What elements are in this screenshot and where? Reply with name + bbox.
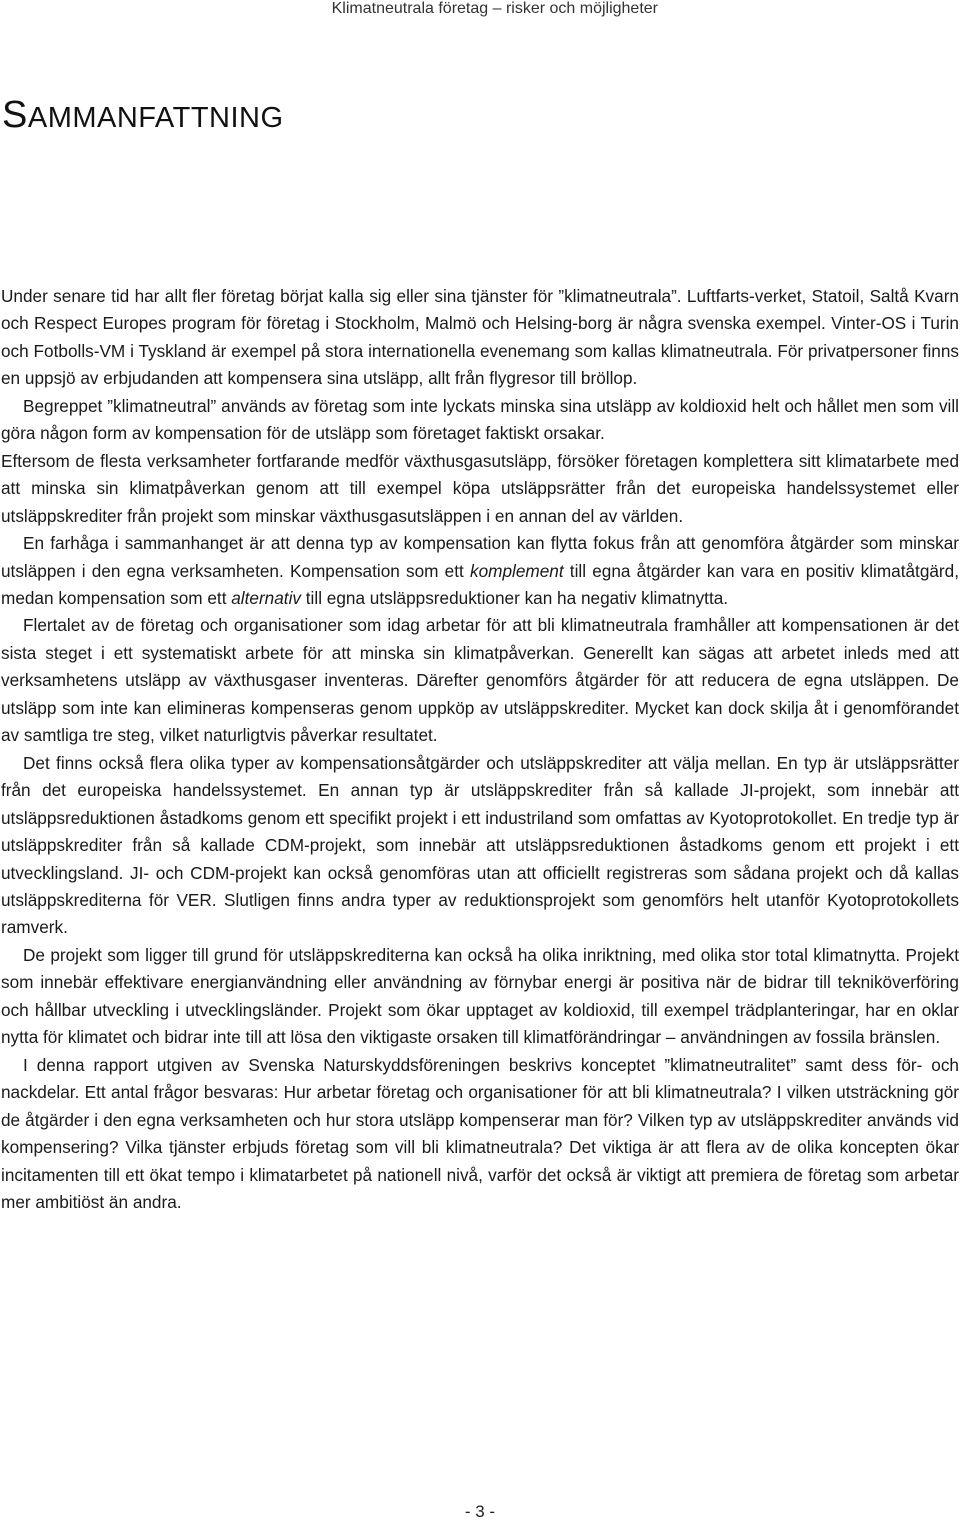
page-title-initial: S xyxy=(2,94,28,136)
running-header: Klimatneutrala företag – risker och möjligheter xyxy=(331,0,658,17)
paragraph-2 xyxy=(1,393,959,448)
page-number: - 3 - xyxy=(464,1502,496,1521)
paragraph-text: I denna rapport utgiven av Svenska Naturskyddsföreningen beskrivs konceptet ”klimatneutralitet” samt dess för- och nackdelar. Ett antal frågor besvaras: Hur arbetar företag och organisationer för att bli klimatneutrala? I vilken utsträckning gör de åtgärder i den egna verksamheten och hur stora utsläpp kompenserar man för? Vilken typ av utsläppskrediter används vid kompensering? Vilka tjänster erbjuds företag som vill bli klimatneutrala? Det viktiga är att flera av de olika koncepten ökar incitamenten till ett ökat tempo i klimatarbetet på nationell nivå, varför det också är viktigt att premiera de företag som arbetar mer ambitiöst än andra. xyxy=(1,1054,959,1212)
paragraph-text: Flertalet av de företag och organisationer som idag arbetar för att bli klimatneutrala framhåller att kompensationen är det sista steget i ett systematiskt arbete för att minska sin klimatpåverkan. Generellt kan sägas att arbetet inleds med att verksamhetens utsläpp av växthusgaser inventeras. Därefter genomförs åtgärder för att reducera de egna utsläppen. De utsläpp som inte kan elimineras kompenseras genom uppköp av utsläppskrediter. Mycket kan dock skilja åt i genomförandet av samtliga tre steg, vilket naturligtvis påverkar resultatet. xyxy=(1,615,959,746)
paragraph-text: En farhåga i sammanhanget är att denna typ av kompensation kan flytta fokus från att genomföra åtgärder som minskar utsläppen i den egna verksamheten. Kompensation som ett xyxy=(1,533,959,581)
paragraph-5 xyxy=(1,612,959,749)
page-title-rest: AMMANFATTNING xyxy=(27,102,284,134)
paragraph-4 xyxy=(1,530,959,612)
paragraph-text: De projekt som ligger till grund för utsläppskrediterna kan också ha olika inriktning, med olika stor total klimatnytta. Projekt som innebär effektivare energianvändning eller användning av förnybar energi är positiva när de bidrar till tekniköverföring och hållbar utveckling i utvecklingsländer. Projekt som ökar upptaget av koldioxid, till exempel trädplanteringar, har en oklar nytta för klimatet och bidrar inte till att lösa den viktigaste orsaken till klimatförändringar – användningen av fossila bränslen. xyxy=(1,944,959,1048)
paragraph-text: Under senare tid har allt fler företag börjat kalla sig eller sina tjänster för ”klimatneutrala”. Luftfarts-verket, Statoil, Saltå Kvarn och Respect Europes program för företag i Stockholm, Malmö och Helsing-borg är några svenska exempel. Vinter-OS i Turin och Fotbolls-VM i Tyskland är exempel på stora internationella evenemang som kallas klimatneutrala. För privatpersoner finns en uppsjö av erbjudanden att kompensera sina utsläpp, allt från flygresor till bröllop. xyxy=(1,286,959,389)
paragraph-text: Begreppet ”klimatneutral” används av företag som inte lyckats minska sina utsläpp av koldioxid helt och hållet men som vill göra någon form av kompensation för de utsläpp som företaget faktiskt orsakar. xyxy=(1,395,959,444)
paragraph-6 xyxy=(1,750,959,942)
paragraph-text: Det finns också flera olika typer av kompensationsåtgärder och utsläppskrediter att välja mellan. En typ är utsläppsrätter från det europeiska handelssystemet. En annan typ är utsläppskrediter från så kallade JI-projekt, som innebär att utsläppsreduktionen åstadkoms genom ett specifikt projekt i ett industriland som omfattas av Kyotoprotokollet. En tredje typ är utsläppskrediter från så kallade CDM-projekt, som innebär att utsläppsreduktionen åstadkoms genom ett projekt i ett utvecklingsland. JI- och CDM-projekt kan också genomföras utan att officiellt registreras som sådana projekt och då kallas utsläppskrediterna för VER. Slutligen finns andra typer av reduktionsprojekt som genomförs helt utanför Kyotoprotokollets ramverk. xyxy=(1,752,959,938)
emphasis-komplement: komplement xyxy=(469,560,564,581)
paragraph-text: till egna åtgärder kan vara en positiv klimatåtgärd, medan kompensation som ett xyxy=(1,560,959,608)
paragraph-text: till egna utsläppsreduktioner kan ha negativ klimatnytta. xyxy=(301,587,729,608)
paragraph-1 xyxy=(1,283,959,393)
body-text xyxy=(1,283,959,1216)
paragraph-text: Eftersom de flesta verksamheter fortfarande medför växthusgasutsläpp, försöker företagen komplettera sitt klimatarbete med att minska sin klimatpåverkan genom att till exempel köpa utsläppsrätter från det europeiska handelssystemet eller utsläppskrediter från projekt som minskar växthusgasutsläppen i en annan del av världen. xyxy=(1,450,959,526)
paragraph-8 xyxy=(1,1052,959,1217)
emphasis-alternativ: alternativ xyxy=(231,587,301,608)
paragraph-7 xyxy=(1,942,959,1052)
page-title xyxy=(2,92,284,141)
paragraph-3 xyxy=(1,448,959,530)
